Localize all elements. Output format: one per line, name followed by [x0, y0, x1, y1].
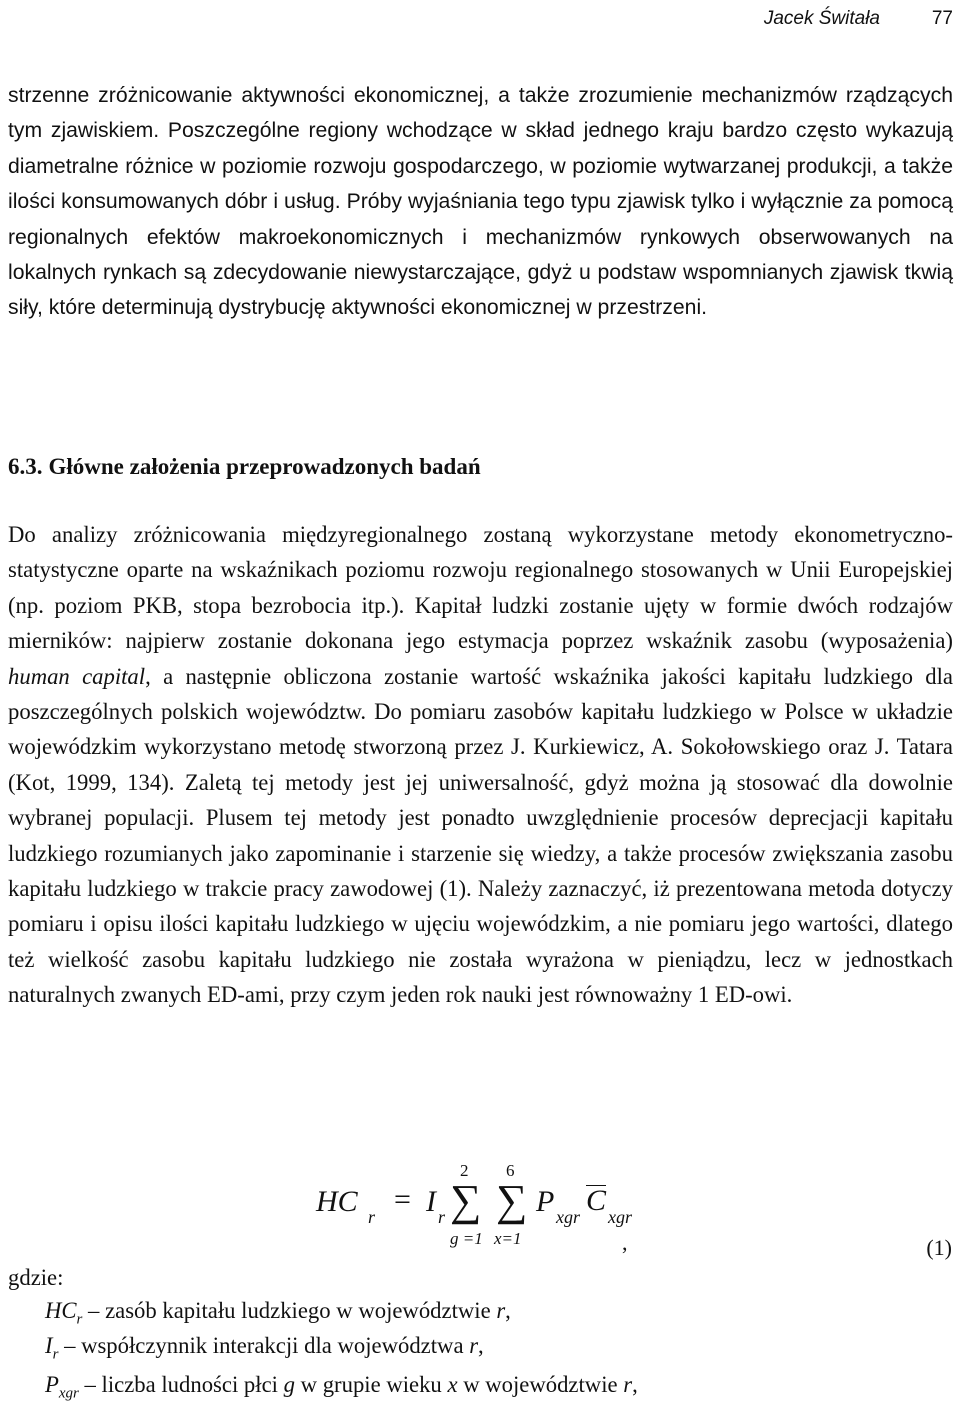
- paragraph-2-part2: , a następnie obliczona zostanie wartość wskaźnika jakości kapitału ludzkiego dla poszczególnych polskich województw. Do pomiaru zasobów kapitału ludzkiego w Polsce w układzie wojewódzkim wykorzystano metodę stworzoną przez J. Kurkiewicz, A. Sokołowskiego oraz J. Tatara (Kot, 1999, 134). Zaletą tej metody jest jej uniwersalność, gdyż można ją stosować dla dowolnie wybranej populacji. Plusem tej metody jest ponadto uwzględnienie procesów deprecjacji kapitału ludzkiego rozumianych jako zapominanie i starzenie się wiedzy, a także procesów zwiększania zasobu kapitału ludzkiego w trakcie pracy zawodowej (1). Należy zaznaczyć, iż prezentowana metoda dotyczy pomiaru i opisu ilości kapitału ludzkiego w ujęciu wojewódzkim, a nie pomiaru jego wartości, dlatego też wielkość zasobu kapitału ludzkiego nie została wyrażona w pieniądzu, lecz w jednostkach naturalnych zwanych ED-ami, przy czym jeden rok nauki jest równoważny 1 ED-owi.: [8, 663, 953, 1008]
- definition-i: [45, 1333, 484, 1364]
- paragraph-2-part1: Do analizy zróżnicowania międzyregionalnego zostaną wykorzystane metody ekonometryczno-statystyczne oparte na wskaźnikach poziomu rozwoju regionalnego stosowanych w Unii Europejskiej (np. poziom PKB, stopa bezrobocia itp.). Kapitał ludzki zostanie ujęty w formie dwóch rodzajów mierników: najpierw zostanie dokonana jego estymacja poprzez wskaźnik zasobu (wyposażenia): [8, 522, 953, 654]
- def-text: – liczba ludności płci: [78, 1372, 284, 1397]
- equation-number: (1): [926, 1235, 952, 1260]
- formula-sub-xgr2: xgr: [608, 1207, 632, 1227]
- formula-equals: =: [394, 1183, 411, 1216]
- def-symbol: HC: [45, 1298, 77, 1323]
- formula-p: P: [536, 1185, 555, 1218]
- formula-c-bar: C: [586, 1184, 607, 1217]
- where-label: gdzie:: [8, 1265, 64, 1290]
- page-number: 77: [931, 8, 953, 29]
- def-subscript: r: [76, 1311, 83, 1328]
- def-var: r: [469, 1333, 479, 1358]
- sum1-upper: 2: [460, 1161, 469, 1180]
- paragraph-1: strzenne zróżnicowanie aktywności ekonomicznej, a także zrozumienie mechanizmów rządzących tym zjawiskiem. Poszczególne regiony wchodzące w skład jednego kraju bardzo często wykazują diametralne różnice w poziomie rozwoju gospodarczego, w poziomie wytwarzanej produkcji, a także ilości konsumowanych dóbr i usług. Próby wyjaśniania tego typu zjawisk tylko i wyłącznie za pomocą regionalnych efektów makroekonomicznych i mechanizmów rynkowych obserwowanych na lokalnych rynkach są zdecydowanie niewystarczające, gdyż u podstaw wspomnianych zjawisk tkwią siły, które determinują dystrybucję aktywności ekonomicznej w przestrzeni.: [8, 84, 953, 320]
- formula-sub-xgr1: xgr: [556, 1207, 580, 1227]
- formula-sub-r1: r: [368, 1207, 376, 1227]
- section-heading: [8, 454, 481, 480]
- paragraph-2: [8, 517, 953, 1013]
- def-subscript: r: [52, 1346, 59, 1363]
- header-author: Jacek Świtała: [763, 8, 880, 29]
- sum2-lower: x=1: [494, 1229, 522, 1248]
- def-end: ,: [478, 1333, 484, 1358]
- def-text: – zasób kapitału ludzkiego w województwie: [82, 1298, 497, 1323]
- def-var: r: [496, 1298, 506, 1323]
- def-text-mid: w grupie wieku: [294, 1372, 448, 1397]
- formula-sub-r2: r: [438, 1207, 446, 1227]
- def-var2: x: [447, 1372, 458, 1397]
- definition-hc: [45, 1298, 511, 1329]
- sum2-upper: 6: [506, 1161, 515, 1180]
- def-text: – współczynnik interakcji dla województwa: [58, 1333, 470, 1358]
- sum1-lower: g =1: [450, 1229, 483, 1248]
- formula-comma: ,: [622, 1230, 628, 1255]
- def-var3: r: [623, 1372, 633, 1397]
- def-symbol: P: [45, 1372, 59, 1397]
- sum2-sigma: ∑: [496, 1176, 528, 1225]
- def-end: ,: [632, 1372, 638, 1397]
- def-subscript: xgr: [58, 1385, 79, 1402]
- sum1-sigma: ∑: [450, 1176, 482, 1225]
- section-number: 6.3.: [8, 454, 43, 479]
- def-symbol: I: [45, 1333, 53, 1358]
- def-var: g: [283, 1372, 295, 1397]
- def-text-mid2: w województwie: [457, 1372, 624, 1397]
- definition-p: [45, 1372, 638, 1403]
- equation-hc: [310, 1155, 730, 1255]
- running-header: [0, 4, 960, 38]
- formula-hc: HC: [316, 1185, 358, 1218]
- section-title: Główne założenia przeprowadzonych badań: [48, 454, 481, 479]
- formula-i: I: [426, 1185, 436, 1218]
- def-end: ,: [505, 1298, 511, 1323]
- paragraph-2-italic: human capital: [8, 663, 146, 689]
